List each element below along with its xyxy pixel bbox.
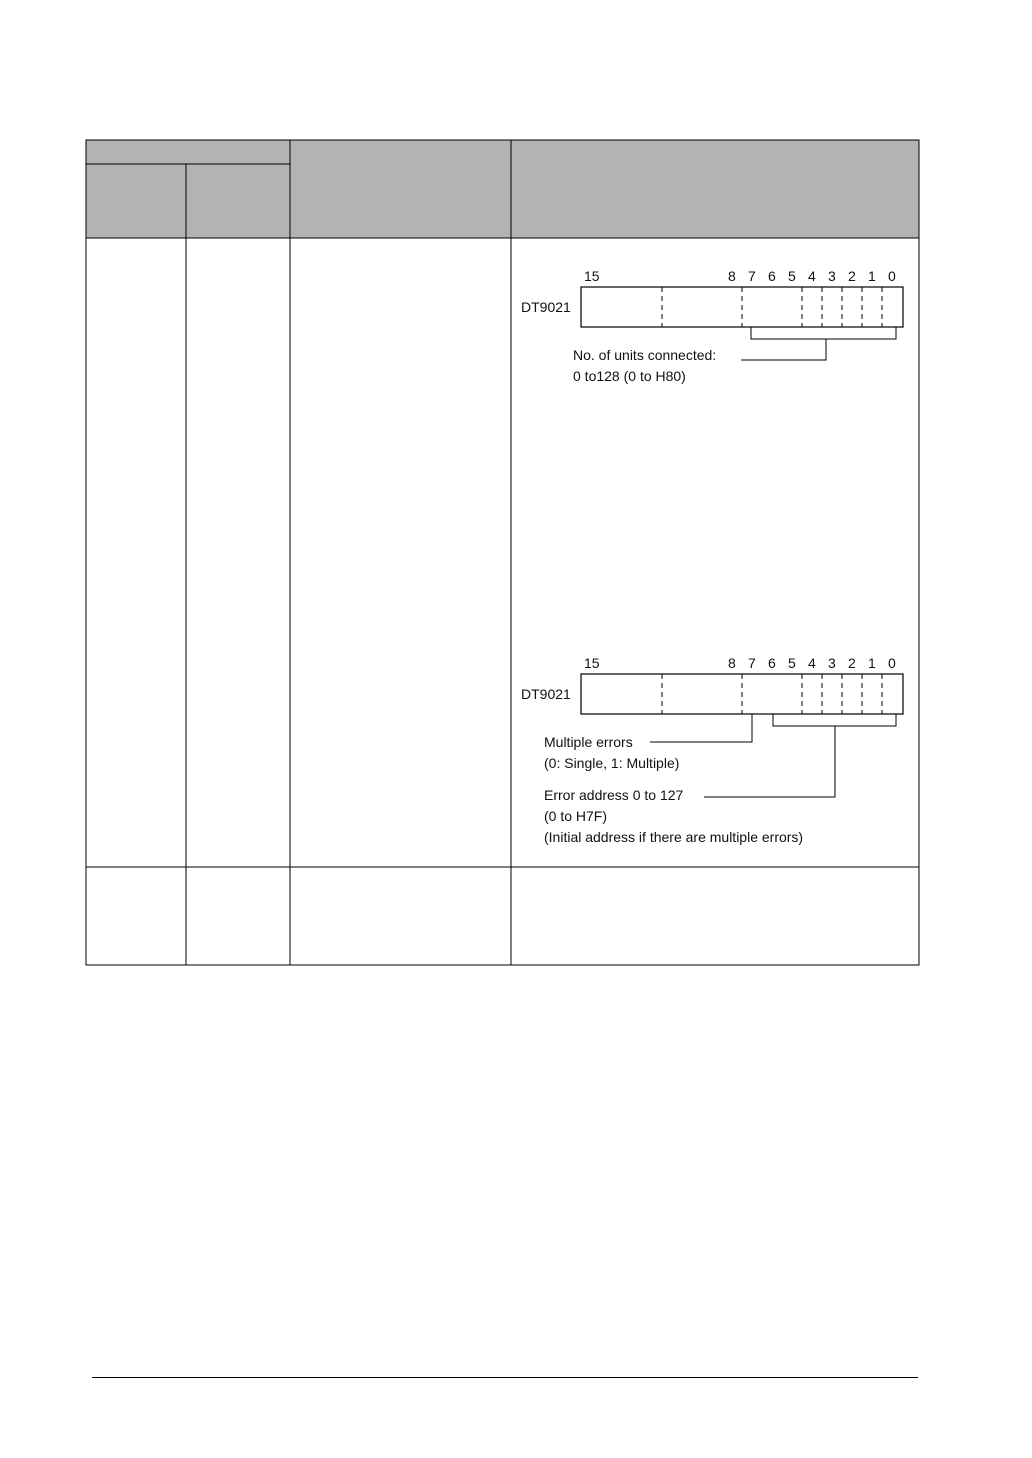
units-connected-range: 0 to128 (0 to H80): [573, 368, 686, 384]
bit-label-8: 8: [728, 655, 736, 671]
bit-label-1: 1: [868, 268, 876, 284]
error-address-note: (Initial address if there are multiple errors): [544, 829, 804, 845]
bit-label-2: 2: [848, 268, 856, 284]
footer-rule: [92, 1377, 918, 1378]
bit-label-2: 2: [848, 655, 856, 671]
multiple-errors-desc: (0: Single, 1: Multiple): [544, 755, 680, 771]
bit-label-7: 7: [748, 655, 756, 671]
bit-label-5: 5: [788, 655, 796, 671]
register-name: DT9021: [521, 686, 571, 702]
bit-label-15: 15: [584, 655, 600, 671]
bit-label-3: 3: [828, 655, 836, 671]
register-name: DT9021: [521, 299, 571, 315]
bit-label-1: 1: [868, 655, 876, 671]
bit-diagram-errors: [521, 655, 903, 845]
bit-label-6: 6: [768, 268, 776, 284]
bit-label-3: 3: [828, 268, 836, 284]
bit-label-0: 0: [888, 655, 896, 671]
bit-label-6: 6: [768, 655, 776, 671]
bit-label-15: 15: [584, 268, 600, 284]
bit-label-4: 4: [808, 655, 816, 671]
error-address-hex: (0 to H7F): [544, 808, 608, 824]
units-connected-label: No. of units connected:: [573, 347, 717, 363]
multiple-errors-label: Multiple errors: [544, 734, 633, 750]
bit-label-8: 8: [728, 268, 736, 284]
bit-label-4: 4: [808, 268, 816, 284]
bit-label-0: 0: [888, 268, 896, 284]
table-header-background: [86, 140, 919, 238]
bit-label-7: 7: [748, 268, 756, 284]
error-address-label: Error address 0 to 127: [544, 787, 684, 803]
bit-label-5: 5: [788, 268, 796, 284]
bit-diagram-units-connected: [521, 268, 903, 384]
